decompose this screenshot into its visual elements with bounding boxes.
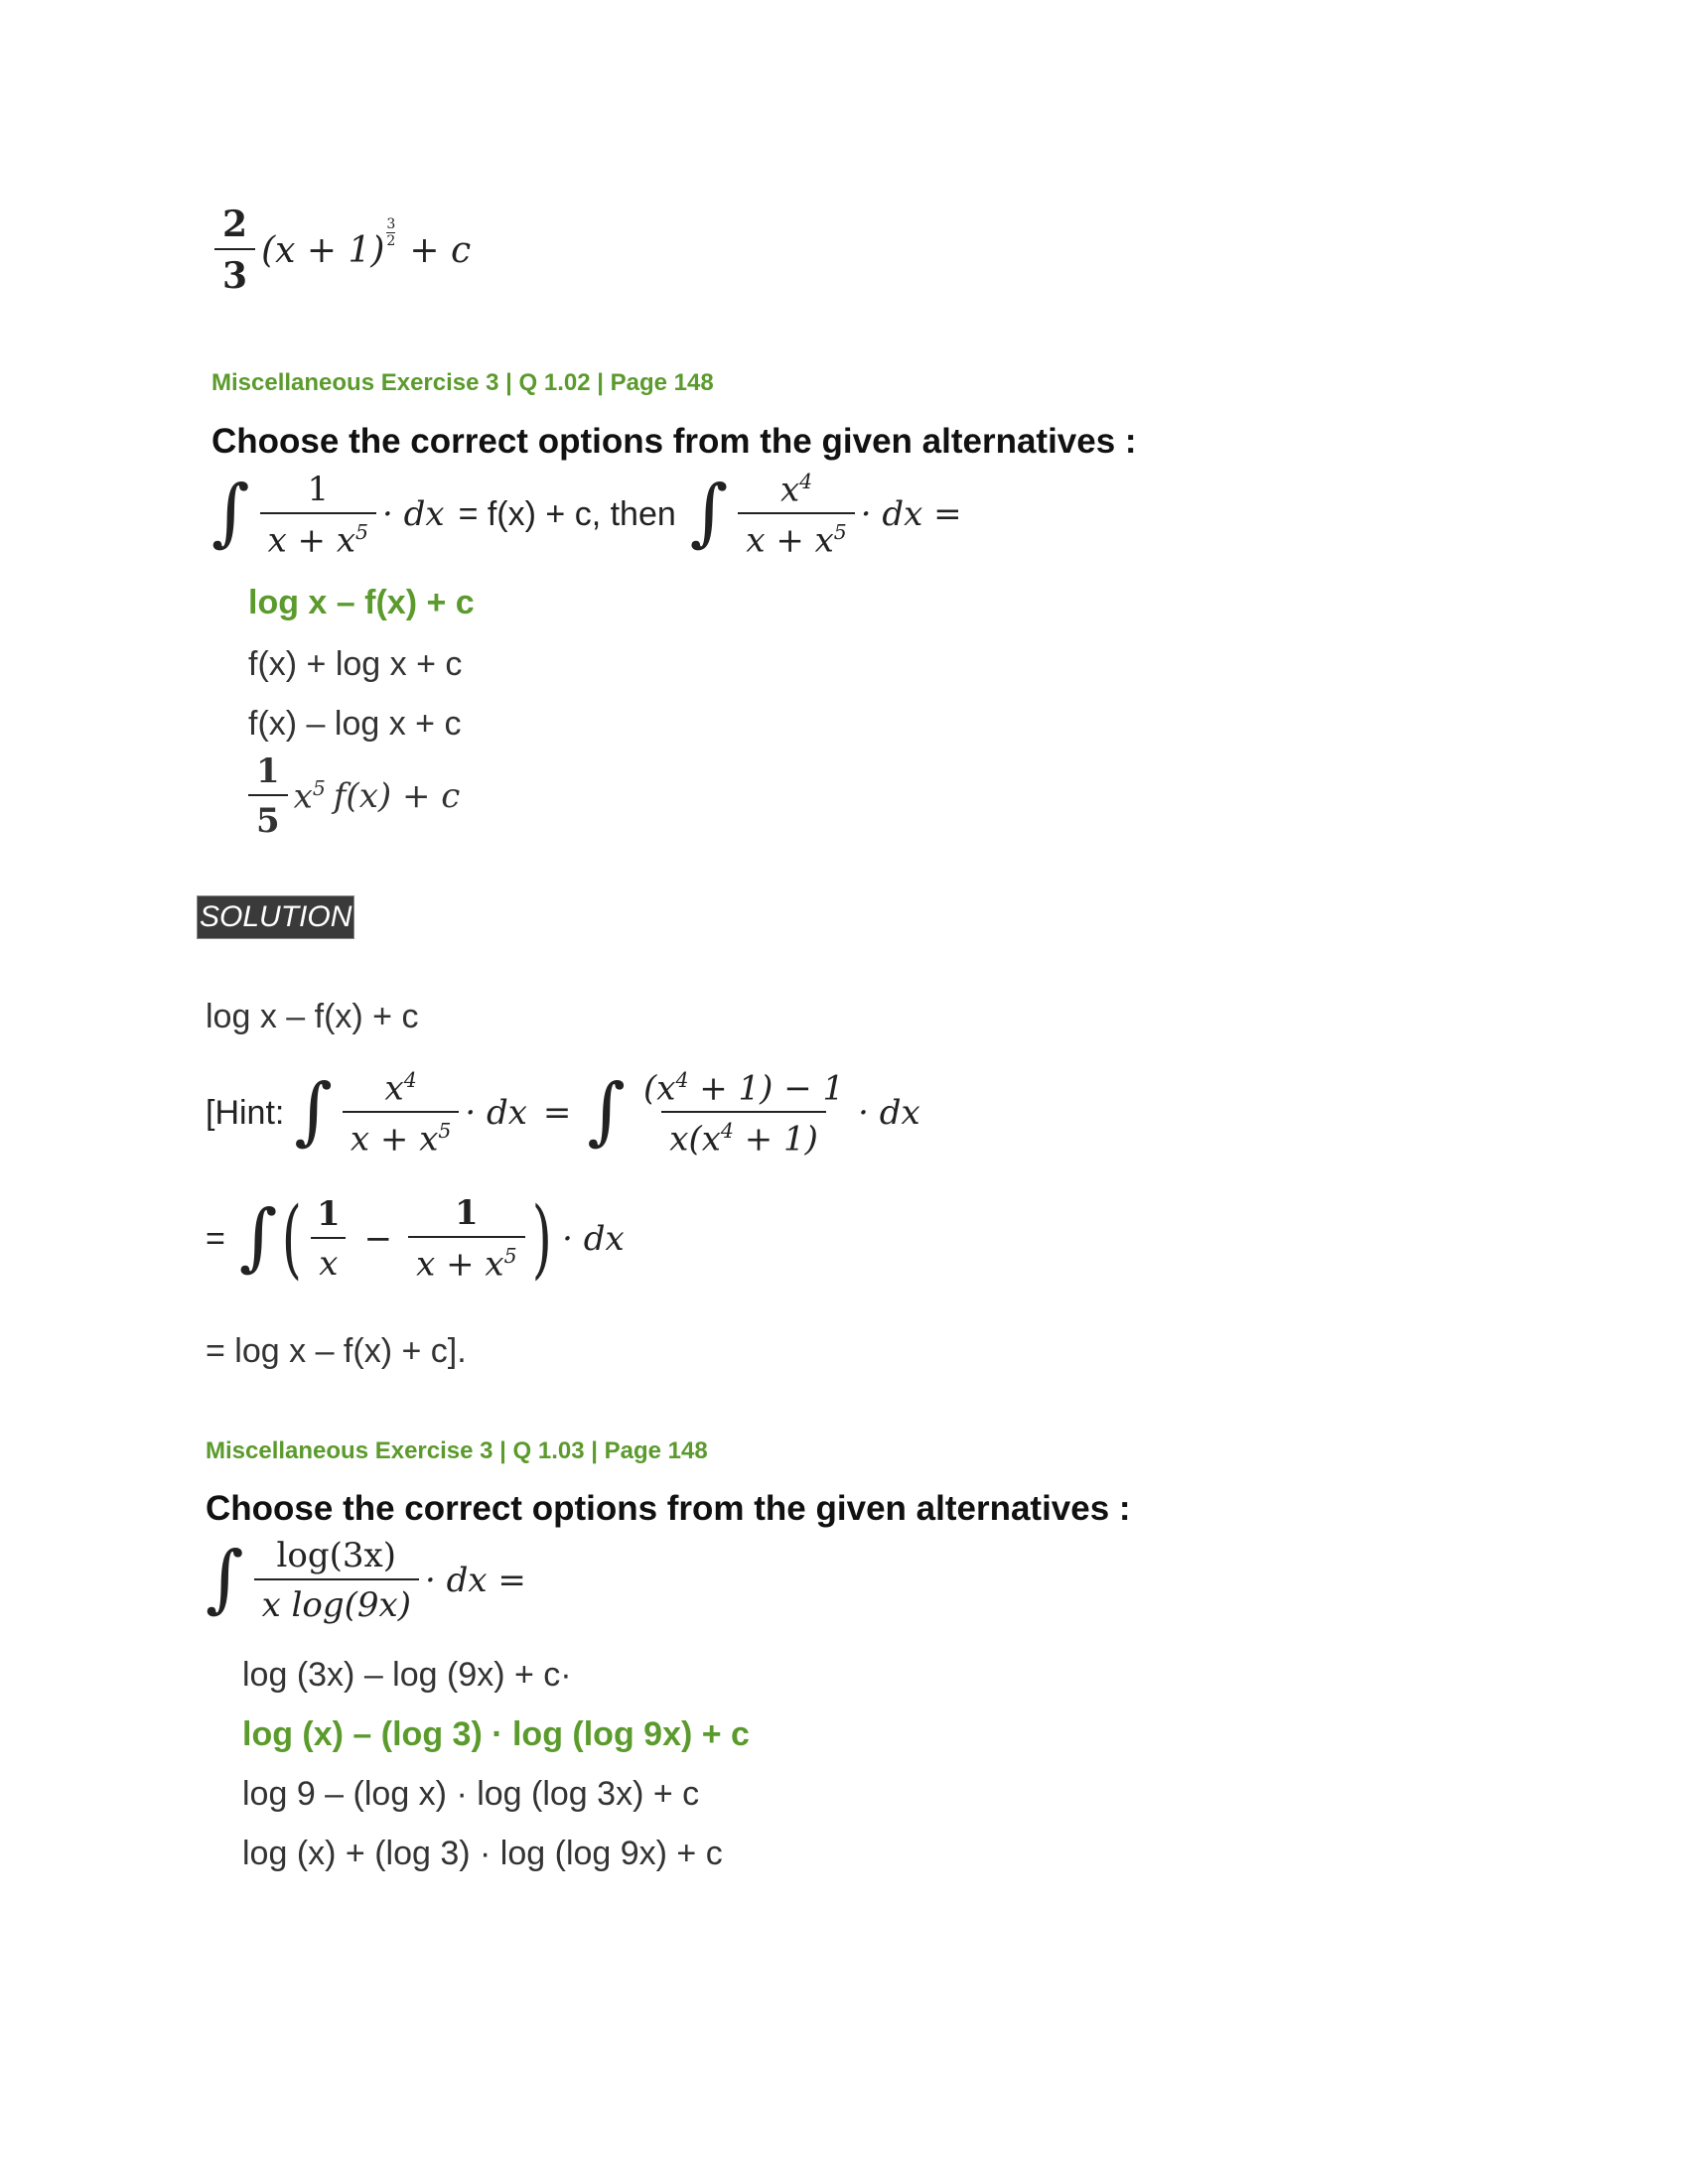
- q101-answer: [209, 204, 472, 297]
- coefficient-fraction: $\frac{2}{3}$: [214, 206, 255, 294]
- dx-term: · dx: [382, 494, 445, 535]
- fraction-2: $\frac{x^4}{x + x^5}$: [738, 472, 854, 558]
- q103-meta: Miscellaneous Exercise 3 | Q 1.03 | Page 148: [206, 1437, 708, 1464]
- fraction-1: $\frac{1}{x + x^5}$: [260, 473, 376, 557]
- integral-sign: ∫: [211, 470, 250, 556]
- q102-option-3[interactable]: f(x) – log x + c: [248, 705, 462, 743]
- q103-option-1[interactable]: log (3x) – log (9x) + c·: [242, 1656, 572, 1694]
- solution-answer: log x – f(x) + c: [206, 998, 419, 1035]
- q103-option-2[interactable]: log (x) – (log 3) · log (log 9x) + c: [242, 1715, 750, 1753]
- solution-button[interactable]: SOLUTION: [197, 895, 354, 939]
- dx-term-2: · dx =: [860, 494, 962, 535]
- q102-heading: Choose the correct options from the given alternatives :: [211, 422, 1137, 461]
- integral-sign-2: ∫: [689, 470, 729, 556]
- solution-hint-line-2: = ∫ ( $\frac{1}{x}$ − $\frac{1}{x + x^5}$ ) · dx: [206, 1189, 625, 1289]
- q102-meta: Miscellaneous Exercise 3 | Q 1.02 | Page 148: [211, 369, 714, 396]
- solution-final: = log x – f(x) + c].: [206, 1332, 467, 1370]
- solution-hint-line-1: [Hint: ∫ $\frac{x^4}{x + x^5}$ · dx = ∫ $\frac{(x^4 + 1) - 1}{x(x^4 + 1)}$ · dx: [206, 1068, 920, 1160]
- q103-option-3[interactable]: log 9 – (log x) · log (log 3x) + c: [242, 1775, 700, 1813]
- base-expression: (x + 1): [261, 229, 385, 271]
- q103-heading: Choose the correct options from the given alternatives :: [206, 1489, 1131, 1528]
- q102-option-4[interactable]: $\frac{1}{5}$ $x^5$ f(x) + c: [242, 754, 460, 838]
- q102-option-1[interactable]: log x – f(x) + c: [248, 584, 475, 621]
- statement-middle: = f(x) + c, then: [458, 494, 676, 533]
- exponent-fraction: $\frac{3}{2}$: [386, 215, 396, 249]
- constant-term: + c: [409, 229, 472, 271]
- q103-option-4[interactable]: log (x) + (log 3) · log (log 9x) + c: [242, 1835, 723, 1872]
- q102-statement: [211, 469, 962, 561]
- q103-statement: ∫ $\frac{\log(3x)}{\text{x log(9x)}}$ · dx =: [206, 1536, 526, 1625]
- q102-option-2[interactable]: f(x) + log x + c: [248, 645, 463, 683]
